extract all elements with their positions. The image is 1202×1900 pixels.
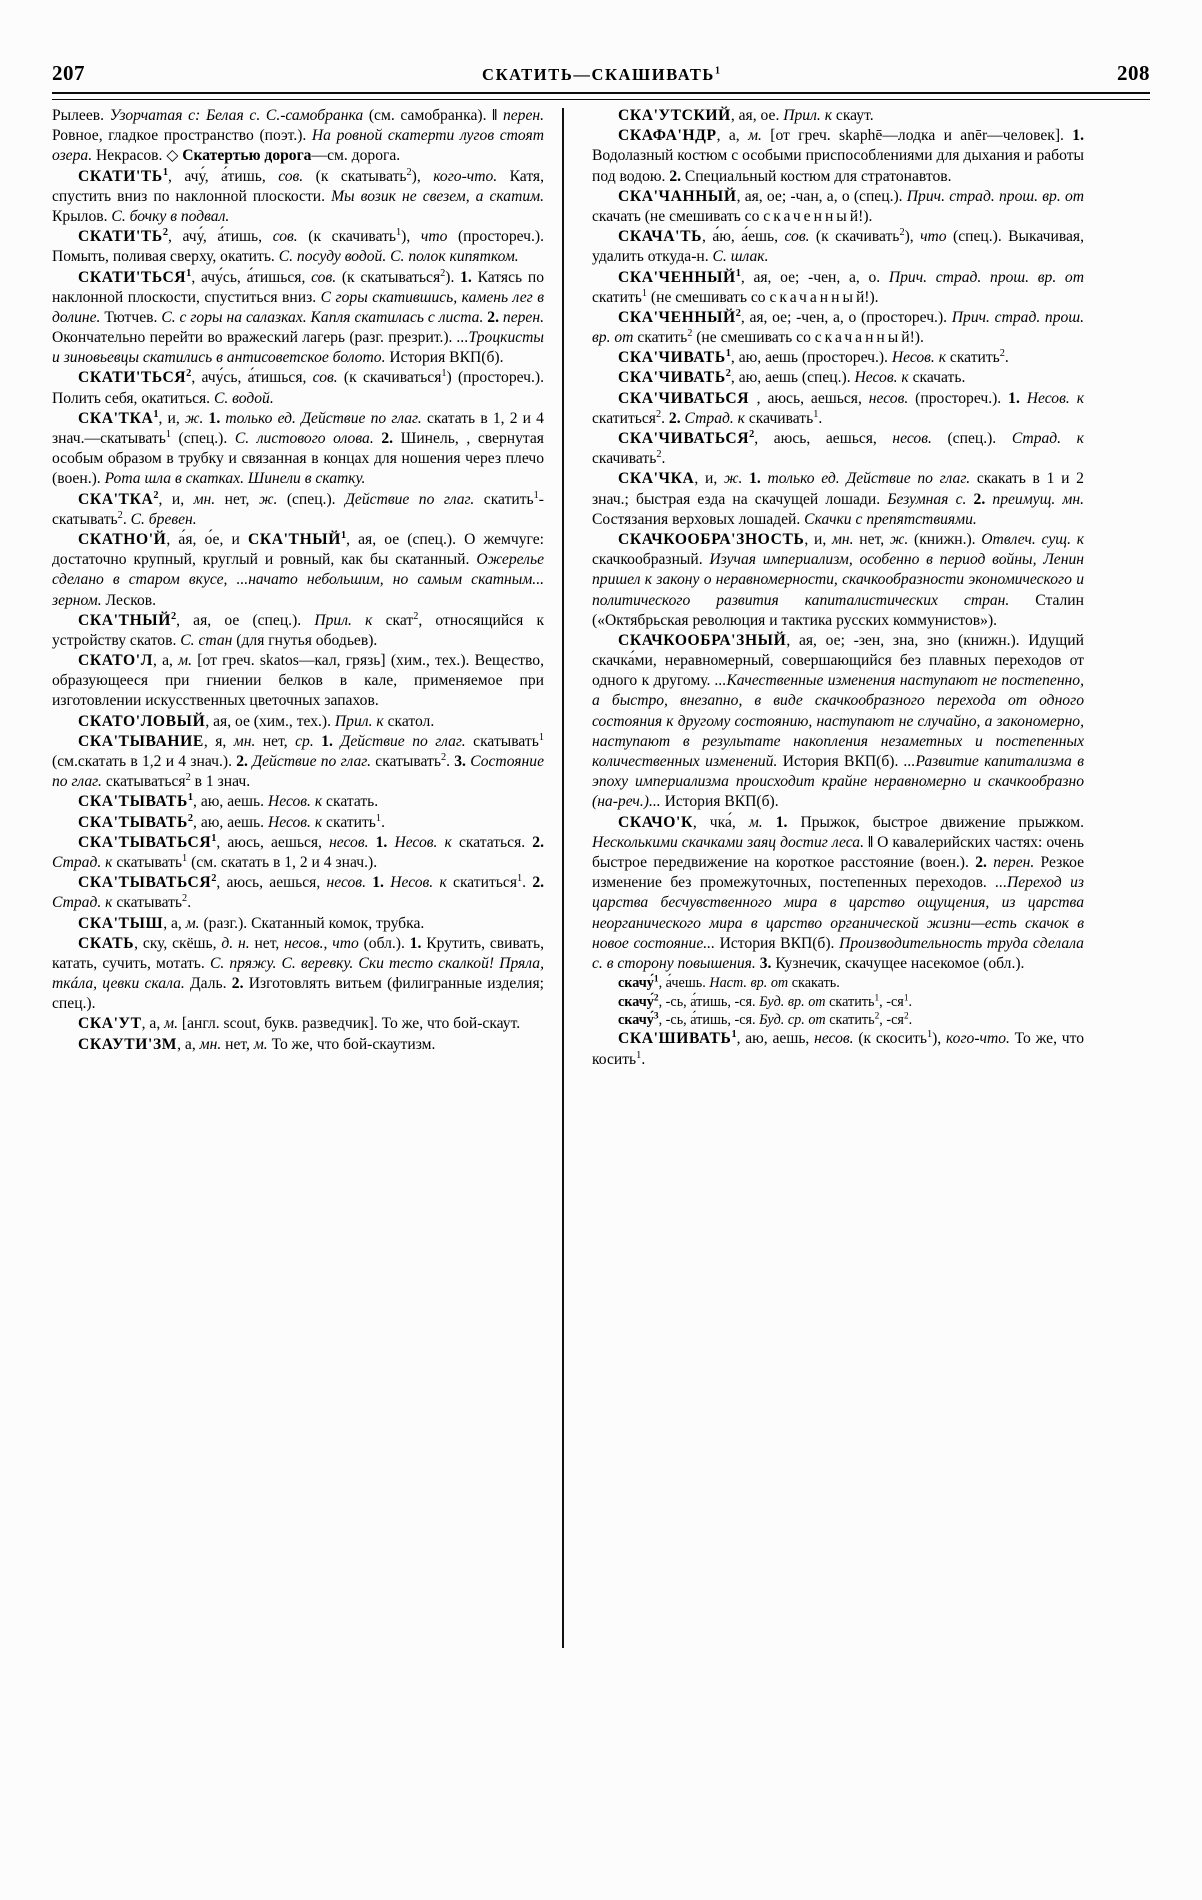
folio-left: 207 [52,61,85,85]
dictionary-entry: СКА'ЧИВАТЬ$^1$, аю, аешь (простореч.). Несов. к скатить$^2$. [618,348,1009,367]
dictionary-entry: СКА'ТЫВАТЬСЯ$^1$, аюсь, аешься, несов. 1. Несов. к скататься. 2. Страд. к скатывать$^1$ (см. скатать в 1, 2 и 4 знач.). [52,832,544,871]
dictionary-entry: СКА'ТЫВАТЬ$^2$, аю, аешь. Несов. к скатить$^1$. [78,812,385,831]
dictionary-entry: СКАЧКООБРА'ЗНОСТЬ, и, мн. нет, ж. (книжн.). Отвлеч. сущ. к скачкообразный. Изучая империализм, особенно в период войны, Ленин пришел к закону о неравномерности, скачкообразности экономического и политического развития капиталистических стран. Сталин («Октябрьская революция и тактика русских коммунистов»). [592,530,1084,629]
dictionary-entry: СКАТНО'Й, а́я, о́е, и СКА'ТНЫЙ$^1$, ая, ое (спец.). О жемчуге: достаточно крупный, круглый и ровный, как бы скатанный. Ожерелье сделано в старом вкусе, ...начато небольшим, но самым скатным... зерном. Лесков. [52,529,544,609]
running-head [482,65,720,85]
dictionary-entry: СКАЧО'К, чка́, м. 1. Прыжок, быстрое движение прыжком. Несколькими скачками заяц достиг леса. ‖ О кавалерийских частях: очень быстрое передвижение на короткое расстояние (воен.). 2. перен. Резкое изменение без промежуточных, постепенных переходов. ...Переход из царства бесчувственного мира в царство ощущения, из царства неорганического мира в царство органической жизни—есть скачок в новое состояние... История ВКП(б). Производительность труда сделала с. в сторону повышения. 3. Кузнечик, скачущее насекомое (обл.). [592,813,1085,972]
running-head-text: СКАТИТЬ—СКАШИВАТЬ [482,65,715,84]
dictionary-entry: СКА'ТНЫЙ$^2$, ая, ое (спец.). Прил. к скат$^2$, относящийся к устройству скатов. С. стан (для гнутья ободьев). [52,610,545,649]
dictionary-entry: СКАУТИ'ЗМ, а, мн. нет, м. То же, что бой-скаутизм. [78,1035,436,1053]
sub-entry: скачу́$^1$, а́чешь. Наст. вр. от скакать. [618,974,840,992]
dictionary-entry: СКАЧКООБРА'ЗНЫЙ, ая, ое; -зен, зна, зно (книжн.). Идущий скачка́ми, неравномерный, совершающийся без плавных переходов от одного к другому. ...Качественные изменения наступают не постепенно, а быстро, внезапно, в виде скачкообразного перехода от одного состояния к другому состоянию, наступают не случайно, а закономерно, наступают в результате накопления незаметных и постепенных количественных изменений. История ВКП(б). ...Развитие капитализма в эпоху империализма происходит крайне неравномерно и скачкообразно (на-реч.)... История ВКП(б). [592,631,1084,811]
dictionary-entry: СКА'ТКА$^2$, и, мн. нет, ж. (спец.). Действие по глаг. скатить$^1$-скатывать$^2$. С. бревен. [52,489,544,528]
dictionary-entry: СКА'ТЫВАТЬСЯ$^2$, аюсь, аешься, несов. 1. Несов. к скатиться$^1$. 2. Страд. к скатывать$^2$. [52,872,545,912]
dictionary-entry: СКАТО'ЛОВЫЙ, ая, ое (хим., тех.). Прил. к скатол. [78,712,435,730]
dictionary-entry: СКА'ТЫВАТЬ$^1$, аю, аешь. Несов. к скатать. [78,792,379,811]
dictionary-entry: СКА'ТЫШ, а, м. (разг.). Скатанный комок, трубка. [78,914,425,932]
dictionary-entry: СКАТЬ, ску, скёшь, д. н. нет, несов., что (обл.). 1. Крутить, свивать, катать, сучить, мотать. С. пряжу. С. веревку. Ски тесто скалкой! Пряла, ткáла, цевки скала. Даль. 2. Изготовлять витьем (филигранные изделия; спец.). [52,934,544,1013]
dictionary-entry: СКА'ЧКА, и, ж. 1. только ед. Действие по глаг. скакать в 1 и 2 знач.; быстрая езда на скачущей лошади. Безумная с. 2. преимущ. мн. Состязания верховых лошадей. Скачки с препятствиями. [592,470,1084,528]
header-rule [52,92,1150,100]
page-columns [52,106,1150,1766]
dictionary-entry: СКА'УТСКИЙ, ая, ое. Прил. к скаут. [618,107,874,124]
dictionary-entry: СКА'ЧИВАТЬСЯ , аюсь, аешься, несов. (простореч.). 1. Несов. к скатиться$^2$. 2. Страд. к скачивать$^1$. [592,389,1084,427]
dictionary-entry: СКАЧА'ТЬ, а́ю, а́ешь, сов. (к скачивать$^2$), что (спец.). Выкачивая, удалить откуда-н. С. шлак. [592,226,1084,266]
dictionary-entry: СКАТИ'ТЬСЯ$^2$, ачу́сь, а́тишься, сов. (к скачиваться$^1$) (простореч.). Полить себя, окатиться. С. водой. [52,368,544,407]
page-header [52,52,1150,86]
running-head-superscript: 1 [714,65,720,77]
dictionary-entry: СКА'ЧЕННЫЙ$^2$, ая, ое; -чен, а, о (простореч.). Прич. страд. прош. вр. от скатить$^2$ (не смешивать со скачанный!). [592,307,1084,347]
dictionary-entry: СКА'ТЫВАНИЕ, я, мн. нет, ср. 1. Действие по глаг. скатывать$^1$ (см.скатать в 1,2 и 4 знач.). 2. Действие по глаг. скатывать$^2$. 3. Состояние по глаг. скатываться$^2$ в 1 знач. [52,731,544,791]
entry-continuation: Рылеев. Узорчатая с: Белая с. С.-самобранка (см. самобранка). ‖ перен. Ровное, гладкое пространство (поэт.). На ровной скатерти лугов стоят озера. Некрасов. ◇ Скатертью дорога—см. дорога. [52,107,545,165]
dictionary-entry: СКА'ЧИВАТЬСЯ$^2$, аюсь, аешься, несов. (спец.). Страд. к скачивать$^2$. [592,428,1084,468]
dictionary-entry: $СКАТИ'ТЬ^1$, ачу́, а́тишь, сов. (к скатывать$^2$), кого-что. Катя, спустить вниз по наклонной плоскости. Мы возик не свезем, а скатим. Крылов. С. бочку в подвал. [52,166,545,225]
dictionary-entry: СКА'ЧИВАТЬ$^2$, аю, аешь (спец.). Несов. к скачать. [618,368,966,387]
dictionary-entry: $СКАТИ'ТЬ^2$, ачу́, а́тишь, сов. (к скачивать$^1$), что (простореч.). Помыть, поливая сверху, окатить. С. посуду водой. С. полок кипятком. [52,226,544,266]
dictionary-entry: СКАТО'Л, а, м. [от греч. skatos—кал, грязь] (хим., тех.). Вещество, образующееся при гниении белков в кале, применяемое при изготовлении искусственных цветочных запахов. [52,652,545,710]
sub-entry: скачу́$^3$, -сь, а́тишь, -ся. Буд. ср. от скатить$^2$, $-ся^2$. [618,1011,913,1028]
dictionary-entry: СКА'УТ, а, м. [англ. scout, букв. разведчик]. То же, что бой-скаут. [78,1015,521,1033]
folio-right: 208 [1117,61,1150,85]
dictionary-entry: СКА'ЧАННЫЙ, ая, ое; -чан, а, о (спец.). Прич. страд. прош. вр. от скачать (не смешивать со скаченный!). [592,187,1084,225]
dictionary-entry: СКА'ТКА$^1$, и, ж. 1. только ед. Действие по глаг. скатать в 1, 2 и 4 знач.—скатывать$^1$ (спец.). С. листового олова. 2. Шинель, , свернутая особым образом в трубку и связанная в концах для ношения через плечо (воен.). Рота шла в скатках. Шинели в скатку. [52,408,544,488]
dictionary-entry: СКА'ШИВАТЬ$^1$, аю, аешь, несов. (к скосить$^1$), кого-что. То же, что косить$^1$. [592,1029,1084,1068]
column-left [52,106,562,1766]
dictionary-entry: СКАФА'НДР, а, м. [от греч. skaphē—лодка и anēr—человек]. 1. Водолазный костюм с особыми приспособлениями для дыхания и работы под водою. 2. Специальный костюм для стратонавтов. [592,127,1084,185]
sub-entry: скачу́$^2$, -сь, а́тишь, -ся. Буд. вр. от скатить$^1$, $-ся^1$. [618,992,913,1010]
dictionary-entry: СКАТИ'ТЬСЯ$^1$, ачу́сь, а́тишься, сов. (к скатываться$^2$). 1. Катясь по наклонной плоскости, спуститься вниз. С горы скатившись, камень лег в долине. Тютчев. С. с горы на салазках. Капля скатилась с листа. 2. перен. Окончательно перейти во вражеский лагерь (разг. презрит.). ...Троцкисты и зиновьевцы скатились в антисоветское болото. История ВКП(б). [52,267,544,367]
dictionary-entry: СКА'ЧЕННЫЙ$^1$, ая, ое; -чен, а, о. Прич. страд. прош. вр. от скатить$^1$ (не смешивать со скачанный!). [592,267,1084,306]
column-right [564,106,1084,1766]
